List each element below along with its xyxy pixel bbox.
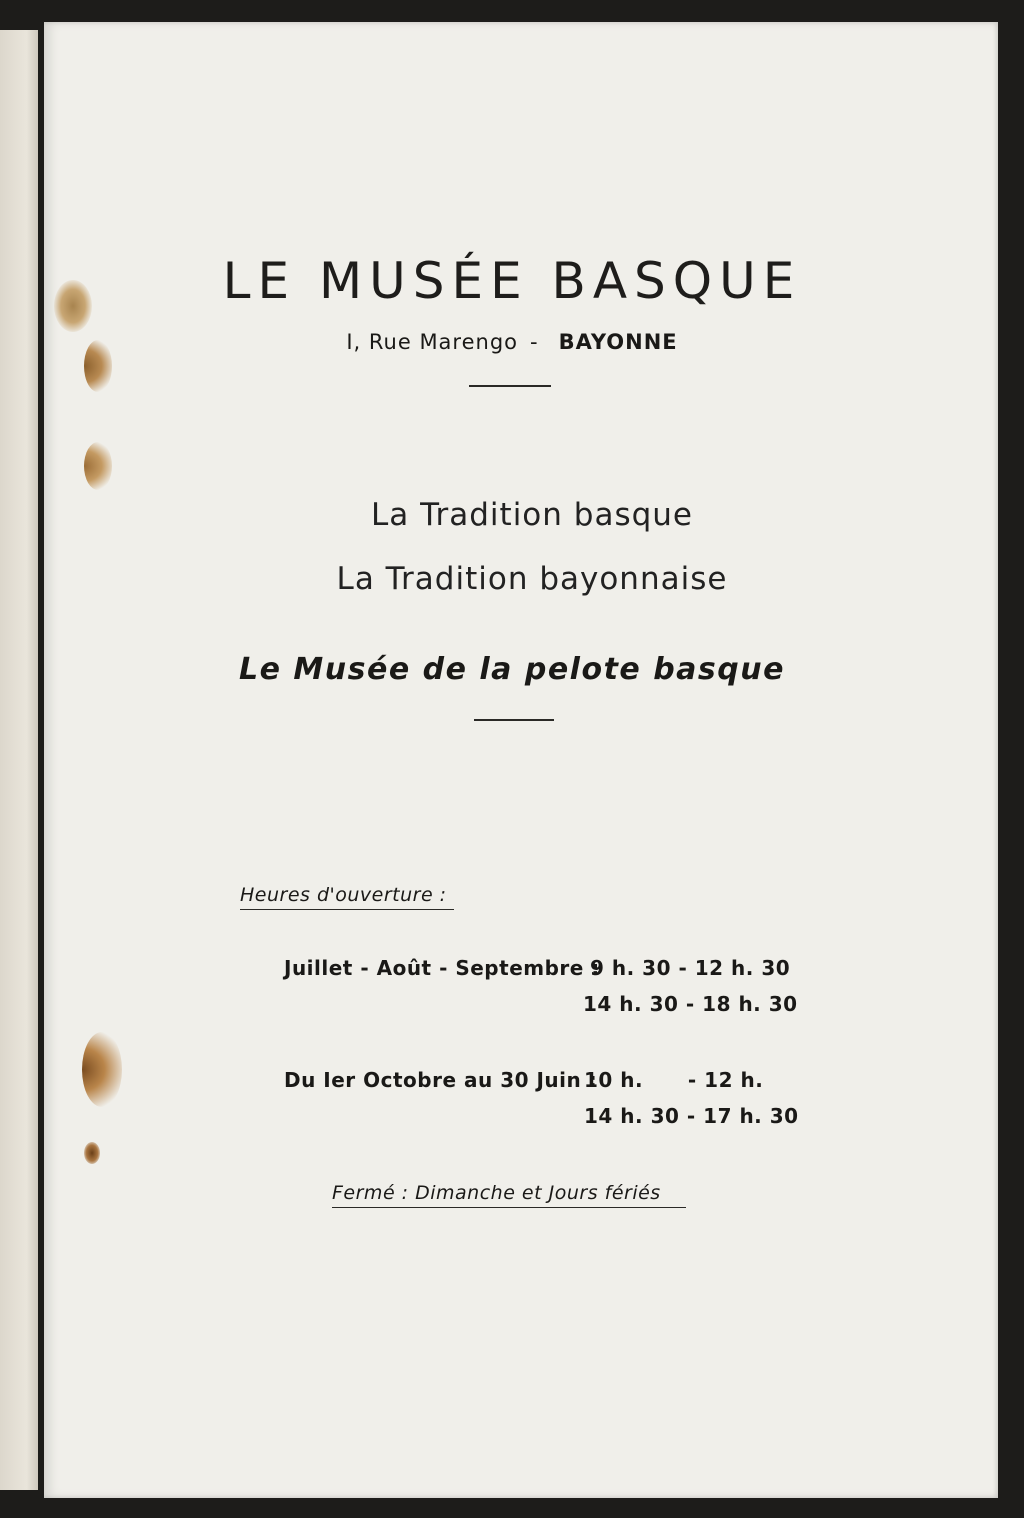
section-line-basque: La Tradition basque	[371, 497, 693, 533]
stain-mark	[82, 1032, 122, 1107]
museum-subtitle: Le Musée de la pelote basque	[239, 652, 785, 687]
page-title: LE MUSÉE BASQUE	[222, 252, 802, 310]
address	[0, 330, 1024, 354]
stain-mark	[84, 1142, 100, 1164]
address-street: I, Rue Marengo	[346, 330, 519, 354]
winter-period: Du Ier Octobre au 30 Juin :	[284, 1068, 598, 1092]
left-page-edge	[0, 30, 38, 1490]
summer-morning-hours: 9 h. 30 - 12 h. 30	[590, 956, 791, 980]
winter-afternoon-hours: 14 h. 30 - 17 h. 30	[584, 1104, 799, 1128]
divider	[474, 719, 554, 721]
divider	[469, 385, 551, 387]
address-city: BAYONNE	[558, 330, 678, 354]
section-line-bayonnaise: La Tradition bayonnaise	[336, 561, 728, 597]
stain-mark	[84, 442, 112, 490]
hours-heading: Heures d'ouverture :	[240, 884, 454, 910]
address-separator: -	[530, 330, 539, 354]
summer-period: Juillet - Août - Septembre :	[284, 956, 600, 980]
summer-afternoon-hours: 14 h. 30 - 18 h. 30	[583, 992, 798, 1016]
closed-days: Fermé : Dimanche et Jours fériés	[332, 1182, 686, 1208]
winter-morning-hours: 10 h. - 12 h.	[584, 1068, 764, 1092]
document-page	[44, 22, 998, 1498]
